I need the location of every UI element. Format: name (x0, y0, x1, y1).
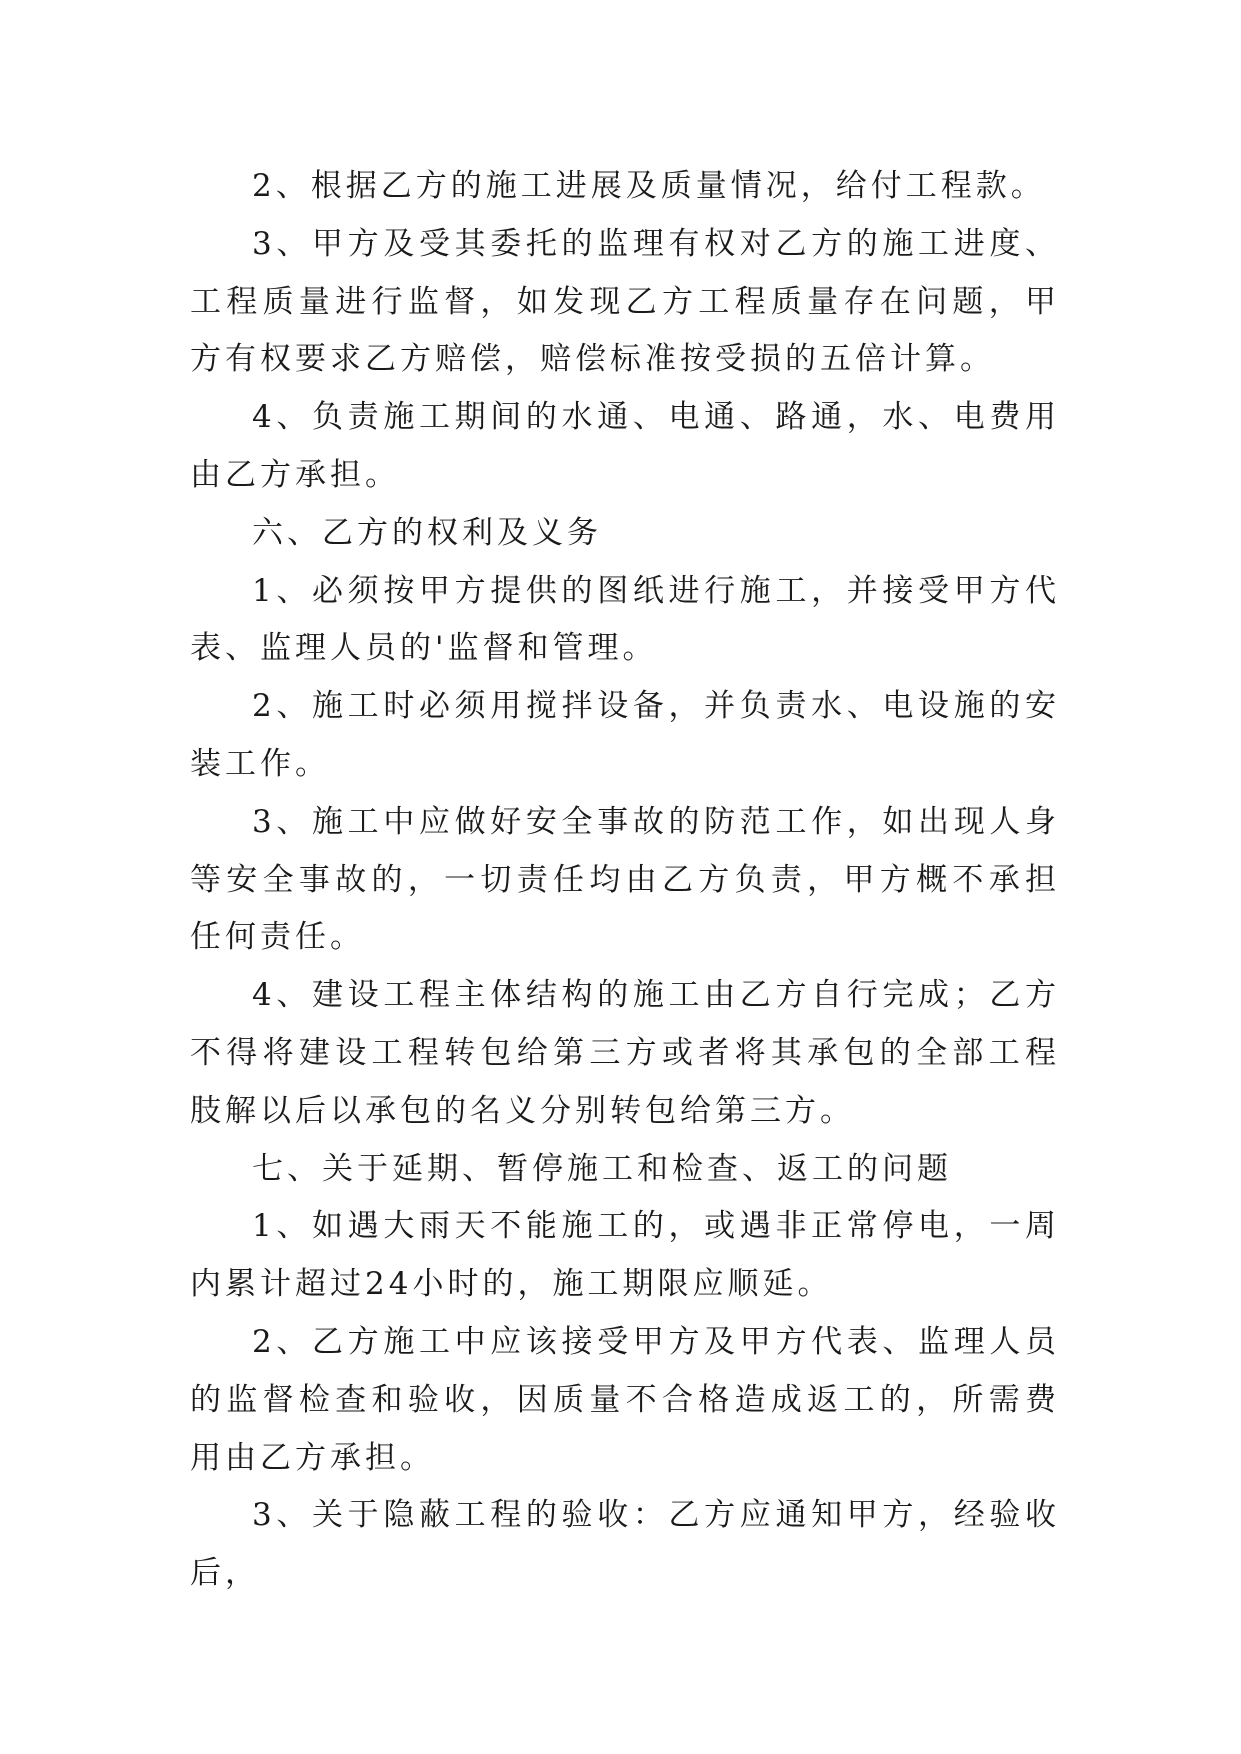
section-heading-party-b-rights: 六、乙方的权利及义务 (252, 514, 602, 551)
section-heading-delays: 七、关于延期、暂停施工和检查、返工的问题 (252, 1150, 952, 1187)
paragraph-inspection: 2、乙方施工中应该接受甲方及甲方代表、监理人员的监督检查和验收，因质量不合格造成返工的，所需费用由乙方承担。 (190, 1323, 1060, 1476)
paragraph-supervision: 3、甲方及受其委托的监理有权对乙方的施工进度、工程质量进行监督，如发现乙方工程质量存在问题，甲方有权要求乙方赔偿，赔偿标准按受损的五倍计算。 (190, 225, 1060, 378)
paragraph-payment: 2、根据乙方的施工进展及质量情况，给付工程款。 (252, 168, 1046, 204)
paragraph-equipment: 2、施工时必须用搅拌设备，并负责水、电设施的安装工作。 (190, 688, 1060, 782)
paragraph-safety: 3、施工中应做好安全事故的防范工作，如出现人身等安全事故的，一切责任均由乙方负责，甲方概不承担任何责任。 (190, 803, 1060, 956)
document-body (190, 158, 1060, 1603)
paragraph-weather-delay: 1、如遇大雨天不能施工的，或遇非正常停电，一周内累计超过24小时的，施工期限应顺延。 (190, 1208, 1060, 1303)
paragraph-drawings: 1、必须按甲方提供的图纸进行施工，并接受甲方代表、监理人员的'监督和管理。 (190, 572, 1060, 667)
paragraph-utilities: 4、负责施工期间的水通、电通、路通，水、电费用由乙方承担。 (190, 399, 1060, 493)
paragraph-concealed-works: 3、关于隐蔽工程的验收：乙方应通知甲方，经验收后， (190, 1497, 1060, 1592)
paragraph-subcontracting: 4、建设工程主体结构的施工由乙方自行完成；乙方不得将建设工程转包给第三方或者将其承包的全部工程肢解以后以承包的名义分别转包给第三方。 (190, 977, 1060, 1129)
